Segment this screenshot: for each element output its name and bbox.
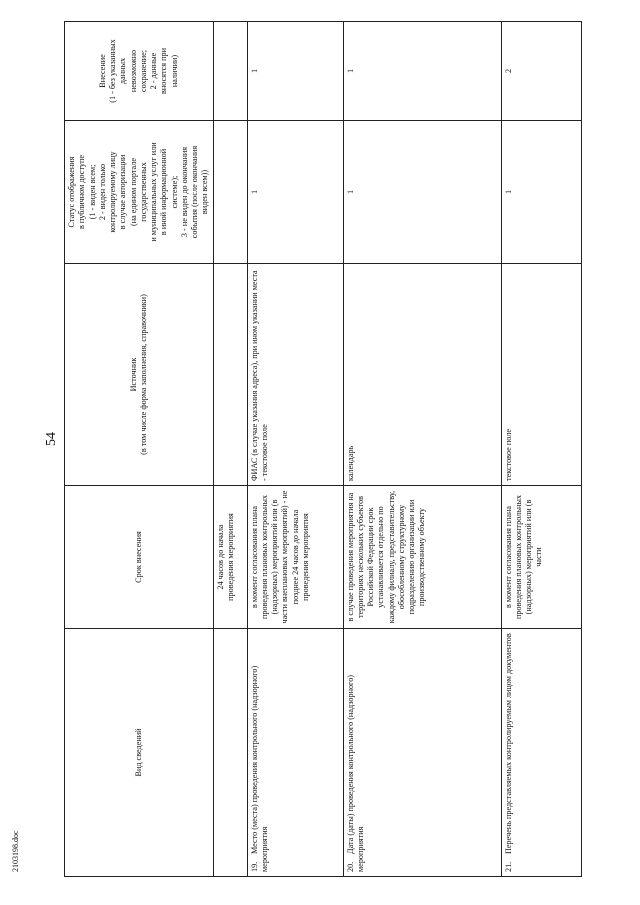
row-source: ФИАС (в случае указания адреса), при ином указании места - текстовое поле <box>247 264 343 486</box>
row-source: календарь <box>343 264 501 486</box>
page-number: 54 <box>44 432 59 446</box>
table-row <box>501 22 582 877</box>
continuation-timing: 24 часов до начала проведения мероприятия <box>213 486 247 629</box>
row-kind <box>343 629 501 877</box>
header-source: Источник (в том числе форма заполнения, справочники) <box>65 264 214 486</box>
document-file-code: 2103198.doc <box>11 830 20 872</box>
row-kind <box>501 629 582 877</box>
row-kind-text: Дата (даты) проведения контрольного (надзорного) мероприятия <box>345 674 365 872</box>
rotated-table-container <box>64 22 582 877</box>
row-input: 1 <box>343 22 501 121</box>
table-row <box>343 22 501 877</box>
row-source: текстовое поле <box>501 264 582 486</box>
row-number: 19. <box>249 861 259 872</box>
continuation-kind <box>213 629 247 877</box>
header-timing: Срок внесения <box>65 486 214 629</box>
row-input: 2 <box>501 22 582 121</box>
row-input: 1 <box>247 22 343 121</box>
row-status: 1 <box>247 121 343 264</box>
row-number: 21. <box>503 861 513 872</box>
continuation-input <box>213 22 247 121</box>
header-status: Статус отображения в публичном доступе (1 - виден всем; 2 - виден только контролируемому лицу в случае авторизации (на едином портале государственных и муниципальных услуг или в иной информационной системе); 3 - не виден до окончания события (после окончания виден всем)) <box>65 121 214 264</box>
row-kind-text: Место (места) проведения контрольного (надзорного) мероприятия <box>249 665 269 872</box>
continuation-status <box>213 121 247 264</box>
requirements-table <box>64 21 582 877</box>
row-kind <box>247 629 343 877</box>
row-timing: в момент согласования плана проведения плановых контрольных (надзорных) мероприятий или (в части <box>501 486 582 629</box>
table-header-row <box>65 22 214 877</box>
row-timing: в момент согласования плана проведения плановых контрольных (надзорных) мероприятий или (в части внеплановых мероприятий) - не позднее 24 часов до начала проведения мероприятия <box>247 486 343 629</box>
table-row <box>247 22 343 877</box>
continuation-source <box>213 264 247 486</box>
header-kind: Вид сведений <box>65 629 214 877</box>
row-number: 20. <box>345 861 355 872</box>
row-kind-text: Перечень представляемых контролируемым лицом документов <box>503 633 513 854</box>
row-status: 1 <box>501 121 582 264</box>
row-status: 1 <box>343 121 501 264</box>
continuation-row <box>213 22 247 877</box>
header-input: Внесение (1 - без указанных данных невозможно сохранение; 2 - данные вносятся при наличии) <box>65 22 214 121</box>
row-timing: в случае проведения мероприятия на территориях нескольких субъектов Российской Федерации срок устанавливается отдельно по каждому филиалу, представительству, обособленному структурному подразделению организации или производственному объекту <box>343 486 501 629</box>
